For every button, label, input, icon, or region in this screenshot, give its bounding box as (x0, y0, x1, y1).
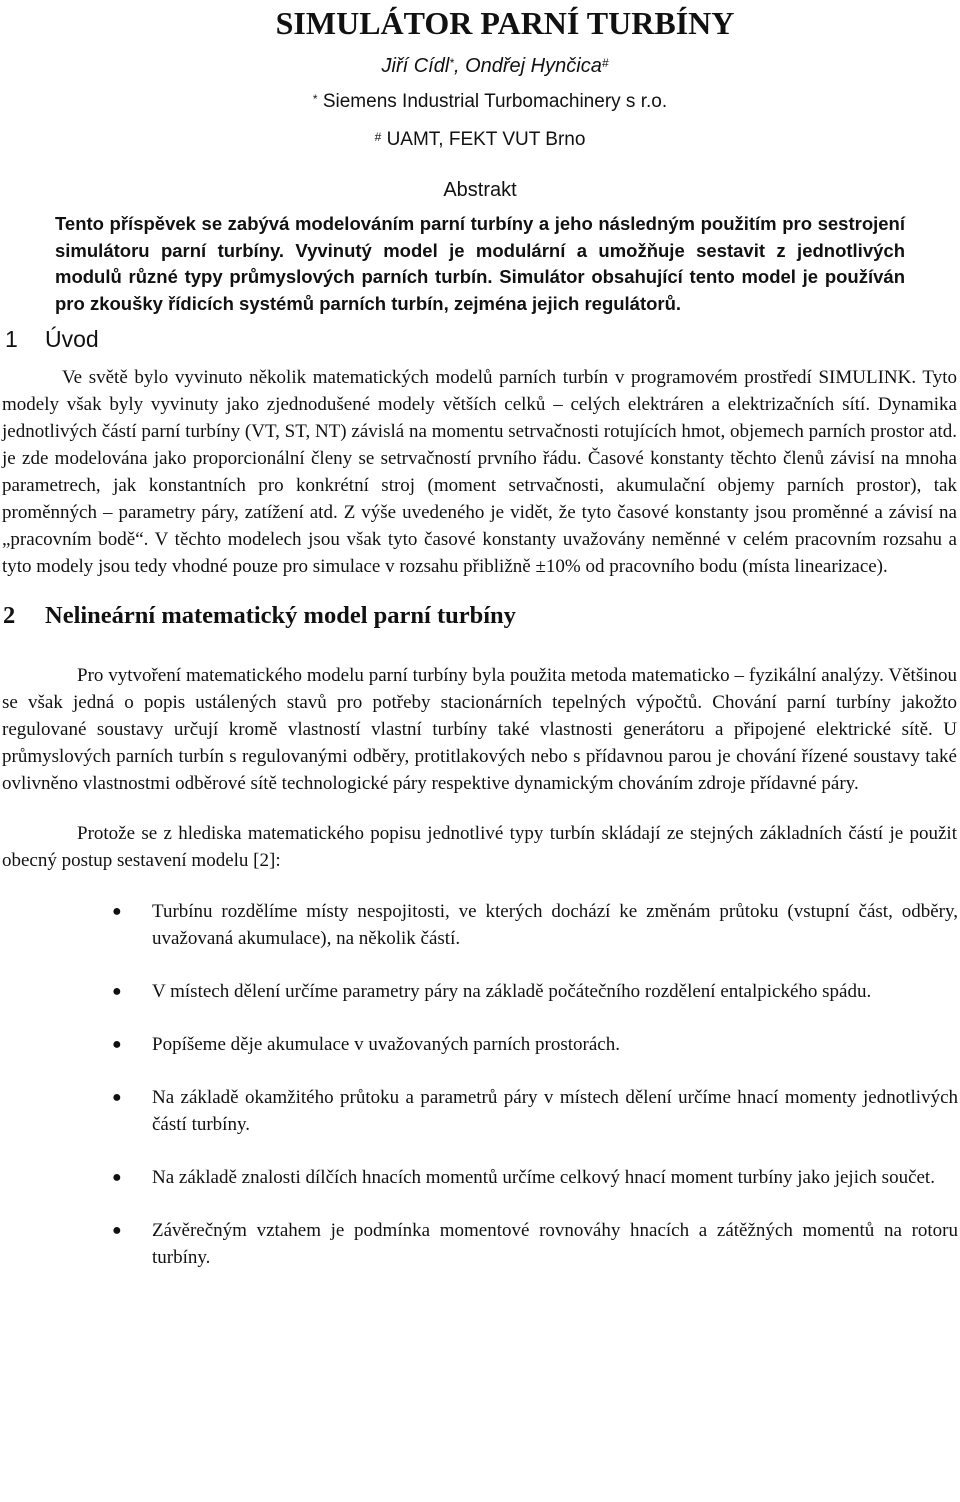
procedure-paragraph: Protože se z hlediska matematického popisu jednotlivé typy turbín skládají ze stejných základních částí je použit obecný postup sestavení modelu [2]: (2, 823, 957, 871)
affiliation (0, 127, 960, 153)
affiliation-mark: * (312, 92, 318, 106)
bullet-icon: ● (112, 1169, 122, 1186)
procedure-list (0, 898, 960, 1271)
list-item (112, 1084, 958, 1138)
paper-title: SIMULÁTOR PARNÍ TURBÍNY (275, 5, 735, 41)
list-item (112, 1164, 958, 1191)
bullet-icon: ● (112, 1089, 122, 1106)
list-item (112, 1031, 958, 1058)
bullet-icon: ● (112, 1036, 122, 1053)
list-item (112, 1217, 958, 1271)
list-item (112, 978, 958, 1005)
author-name: Ondřej Hynčica (465, 55, 602, 77)
affiliation-name: Siemens Industrial Turbomachinery s r.o. (322, 91, 668, 112)
bullet-icon: ● (112, 903, 122, 920)
section-heading-intro (5, 325, 960, 353)
list-item-text: Na základě znalosti dílčích hnacích momentů určíme celkový hnací moment turbíny jako jejich součet. (152, 1167, 935, 1188)
section-heading-model (3, 601, 960, 631)
list-item-text: Turbínu rozdělíme místy nespojitosti, ve kterých dochází ke změnám průtoku (vstupní část, odběry, uvažovaná akumulace), na několik částí. (152, 901, 958, 949)
list-item-text: Popíšeme děje akumulace v uvažovaných parních prostorách. (152, 1034, 620, 1055)
list-item-text: Závěrečným vztahem je podmínka momentové rovnováhy hnacích a zátěžných momentů na rotoru turbíny. (152, 1220, 958, 1268)
bullet-icon: ● (112, 983, 122, 1000)
abstract-heading: Abstrakt (443, 179, 517, 201)
affiliation (0, 89, 960, 115)
section-title: Úvod (45, 326, 99, 352)
affiliation-mark: # (601, 56, 609, 70)
affiliation-name: UAMT, FEKT VUT Brno (386, 129, 586, 150)
author-name: Jiří Cídl (381, 55, 450, 77)
list-item (112, 898, 958, 952)
intro-paragraph: Ve světě bylo vyvinuto několik matematických modelů parních turbín v programovém prostředí SIMULINK. Tyto modely však byly vyvinuty jako zjednodušené modely větších celků – celých elektráren a elektrizačních sítí. Dynamika jednotlivých částí parní turbíny (VT, ST, NT) závislá na momentu setrvačnosti rotujících hmot, objemech parních prostor atd. je zde modelována jako proporcionální členy se setrvačností prvního řádu. Časové konstanty těchto členů závisí na mnoha parametrech, jak konstantních pro konkrétní stroj (moment setrvačnosti, akumulační objemy parních prostor), tak proměnných – parametry páry, zatížení atd. Z výše uvedeného je vidět, že tyto časové konstanty jsou proměnné a závisí na „pracovním bodě“. V těchto modelech jsou však tyto časové konstanty uvažovány neměnné v celém pracovním rozsahu a tyto modely jsou tedy vhodné pouze pro simulace v rozsahu přibližně ±10% od pracovního bodu (místa linearizace). (2, 367, 957, 577)
affiliation-mark: # (374, 130, 382, 144)
bullet-icon: ● (112, 1222, 122, 1239)
list-item-text: V místech dělení určíme parametry páry na základě počátečního rozdělení entalpického spádu. (152, 981, 872, 1002)
section-number: 2 (3, 602, 16, 629)
list-item-text: Na základě okamžitého průtoku a parametrů páry v místech dělení určíme hnací momenty jednotlivých částí turbíny. (152, 1087, 958, 1135)
author-separator: , (453, 55, 466, 77)
author-line (0, 53, 960, 79)
section-title: Nelineární matematický model parní turbíny (45, 602, 516, 629)
model-paragraph: Pro vytvoření matematického modelu parní turbíny byla použita metoda matematicko – fyzikální analýzy. Většinou se však jedná o popis ustálených stavů pro potřeby stacionárních tepelných výpočtů. Chování parní turbíny jakožto regulované soustavy určují kromě vlastností vlastní turbíny také vlastnosti generátoru a připojené elektrické sítě. U průmyslových parních turbín s regulovanými odběry, protitlakových nebo s přídavnou parou je chování řízené soustavy také ovlivněno vlastnostmi odběrové sítě technologické páry respektive dynamickým chováním zdroje přídavné páry. (2, 665, 957, 794)
affiliation-mark: * (449, 56, 454, 70)
section-number: 1 (5, 326, 18, 352)
abstract-text: Tento příspěvek se zabývá modelováním parní turbíny a jeho následným použitím pro sestrojení simulátoru parní turbíny. Vyvinutý model je modulární a umožňuje sestavit z jednotlivých modulů různé typy průmyslových parních turbín. Simulátor obsahující tento model je používán pro zkoušky řídicích systémů parních turbín, zejména jejich regulátorů. (55, 213, 905, 314)
